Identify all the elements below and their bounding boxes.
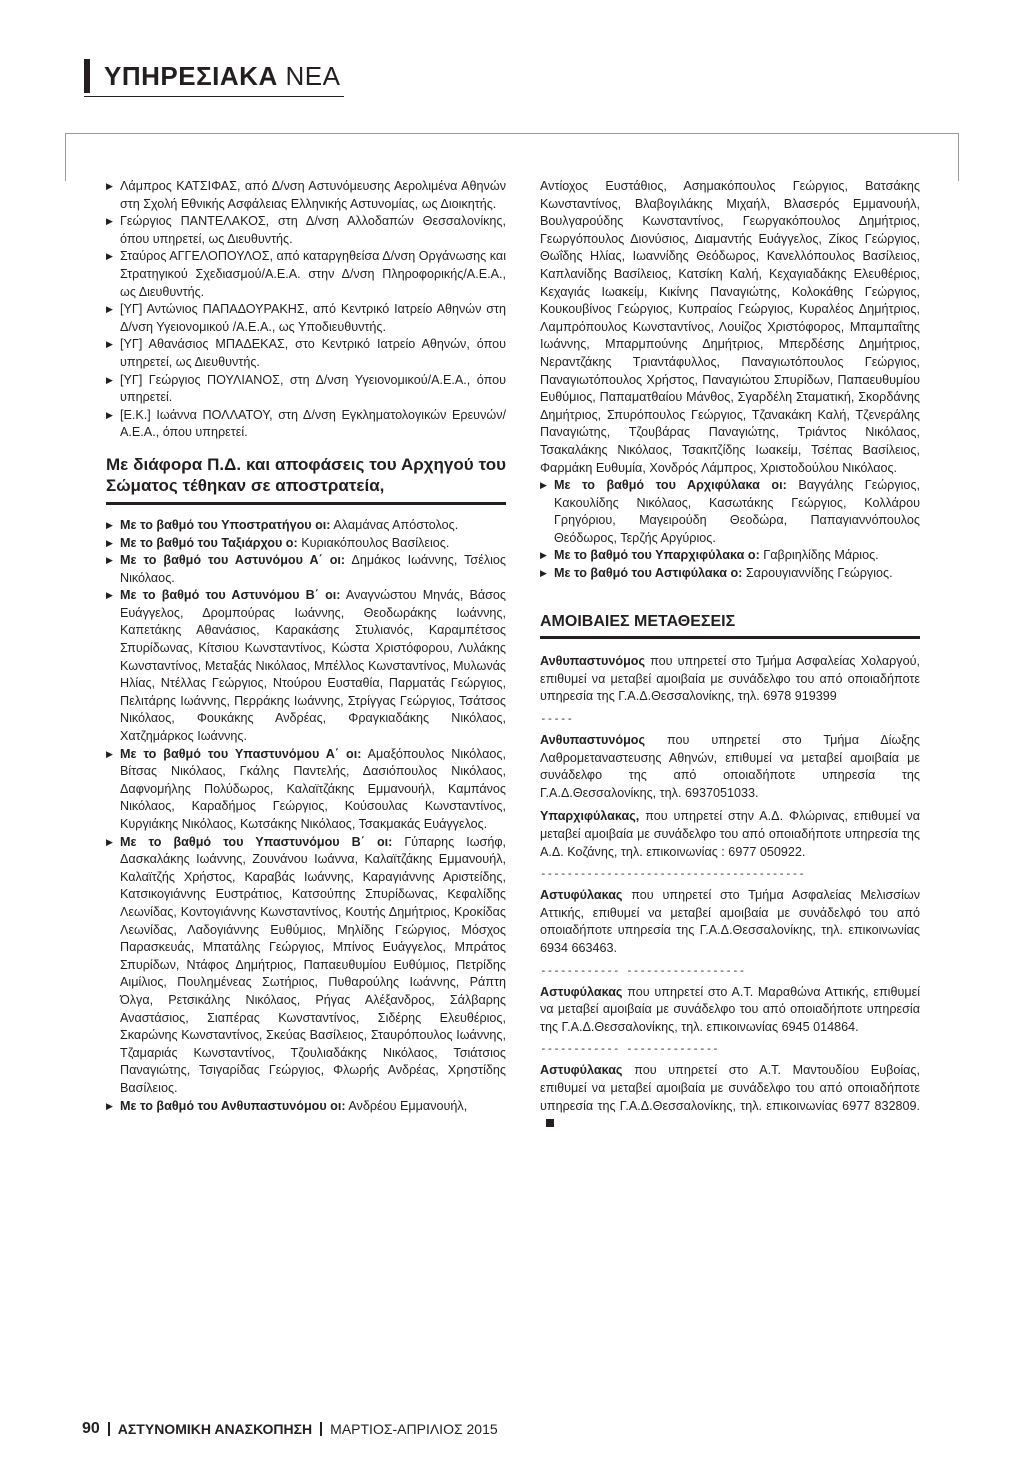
list-item: ▶ [Ε.Κ.] Ιωάννα ΠΟΛΛΑΤΟΥ, στη Δ/νση Εγκληματολογικών Ερευνών/Α.Ε.Α., όπου υπηρετεί. [106, 407, 506, 442]
issue-date: ΜΑΡΤΙΟΣ-ΑΠΡΙΛΙΟΣ 2015 [330, 1421, 498, 1437]
page-footer [82, 1420, 498, 1438]
rank-item: ▶ Με το βαθμό του Υπαστυνόμου Β΄ οι: Γύπαρης Ιωσήφ, Δασκαλάκης Ιωάννης, Ζουνάνου Ιωάννα, Καλαϊτζάκης Εμμανουήλ, Καλαϊτζής Χρήστος, Καραβάς Ιωάννης, Καραγιάννης Αριστείδης, Κατσικογιάννης Ευστράτιος, Κατσούπης Σπυρίδωνας, Κεφαλίδης Λεωνίδας, Κοντογιάννης Κωνσταντίνος, Κουτής Δημήτριος, Κροκίδας Λεωνίδας, Λαδογιάννης Ευθύμιος, Μηλίδης Γεώργιος, Μόσχος Παρασκευάς, Μπατάλης Γεώργιος, Μπίνος Ευάγγελος, Μπράτος Σπυρίδων, Ντάφος Δημήτριος, Παπαευθυμίου Ευθύμιος, Πετρίδης Αιμίλιος, Πουλημένεας Σωτήριος, Πυθαρούλης Ιωάννης, Ράπτη Όλγα, Ρετσικάλης Νικόλαος, Ρήγας Αλέξανδρος, Σάλβαρης Αναστάσιος, Σιαπέρας Κωνσταντίνος, Σιδέρης Ελευθέριος, Σκαρώνης Κωνσταντίνος, Σκεύας Βασίλειος, Σταυρόπουλος Ιωάννης, Τζαμαριάς Κωνσταντίνος, Τζουλιαδάκης Νικόλαος, Τσιάτσιος Παναγιώτης, Τσιγαρίδας Γεώργιος, Φλωρής Ανδρέας, Χρηστίδης Βασίλειος. [106, 834, 506, 1098]
rank-item: ▶ Με το βαθμό του Αστυνόμου Α΄ οι: Δημάκος Ιωάννης, Τσέλιος Νικόλαος. [106, 552, 506, 587]
section-header [84, 56, 340, 96]
list-item: ▶ [ΥΓ] Γεώργιος ΠΟΥΛΙΑΝΟΣ, στη Δ/νση Υγειονομικού/Α.Ε.Α., όπου υπηρετεί. [106, 372, 506, 407]
transfer-ad: Αστυφύλακας που υπηρετεί στο Α.Τ. Μαραθώνα Αττικής, επιθυμεί να μεταβεί αμοιβαία με συνάδελφο του από οποιαδήποτε υπηρεσία της Γ.Α.Δ.Θεσσαλονίκης, τηλ. επικοινωνίας 6945 014864. [540, 984, 921, 1034]
transfer-ad: Ανθυπαστυνόμος που υπηρετεί στο Τμήμα Δίωξης Λαθρομεταναστευσης Αθηνών, επιθυμεί να μεταβεί αμοιβαία με συνάδελφο της από οποιαδήποτε υπηρεσία της Γ.Α.Δ.Θεσσαλονίκης, τηλ. 6937051033. [540, 733, 921, 800]
ad-separator: ------------ ------------------ [540, 963, 746, 977]
ad-separator: ----- [540, 712, 574, 726]
rank-item: ▶ Με το βαθμό του Υπαστυνόμου Α΄ οι: Αμαξόπουλος Νικόλαος, Βίτσας Νικόλαος, Γκάλης Παντελής, Δασιόπουλος Νικόλαος, Δαφνομήλης Πολύδωρος, Καλαϊτζάκης Εμμανουήλ, Καμπάνος Νικόλαος, Καραδήμος Γεώργιος, Κούσουλας Κωνσταντίνος, Κυργιάκης Νικόλαος, Κωτσάκης Νικόλαος, Τσακμακάς Ευάγγελος. [106, 746, 506, 834]
ad-separator: ---------------------------------------- [540, 867, 805, 881]
transfers-rule [540, 636, 920, 639]
rank-item: ▶ Με το βαθμό του Αρχιφύλακα οι: Βαγγάλης Γεώργιος, Κακουλίδης Νικόλαος, Κασωτάκης Γεώργιος, Κολλάρου Γρηγόριου, Μαγειρούδη Θεοδώρα, Παπαγιαννόπουλος Θεόδωρος, Τερζής Αργύριος. [540, 477, 920, 547]
transfer-ad: Αστυφύλακας που υπηρετεί στο Τμήμα Ασφαλείας Μελισσίων Αττικής, επιθυμεί να μεταβεί αμοιβαία με συνάδελφό του από οποιαδήποτε υπηρεσία της Γ.Α.Δ.Θεσσαλονίκης, τηλ. επικοινωνίας 6934 663463. [540, 888, 920, 955]
rank-item: ▶ Με το βαθμό του Αστιφύλακα ο: Σαρουγιαννίδης Γεώργιος. [540, 565, 920, 583]
footer-divider [320, 1422, 322, 1436]
transfer-ad: Αστυφύλακας που υπηρετεί στο Α.Τ. Μαντουδίου Ευβοίας, επιθυμεί να μεταβεί αμοιβαία με συνάδελφο του από οποιαδήποτε υπηρεσία της Γ.Α.Δ.Θεσσαλονίκης, τηλ. επικοινωνίας 6977 832809. [540, 1062, 920, 1132]
frame-right-rule [958, 133, 959, 181]
transfer-ad: Υπαρχιφύλακας, που υπηρετεί στην Α.Δ. Φλώρινας, επιθυμεί να μεταβεί αμοιβαία με συνάδελφο του από οποιαδήποτε υπηρεσία της Α.Δ. Κοζάνης, τηλ. επικοινωνίας : 6977 050922. [540, 809, 921, 859]
transfers-title: ΑΜΟΙΒΑΙΕΣ ΜΕΤΑΘΕΣΕΙΣ [540, 612, 736, 630]
footer-divider [108, 1422, 110, 1436]
rank-item: ▶ Με το βαθμό του Υπαρχιφύλακα ο: Γαβριηλίδης Μάριος. [540, 547, 920, 565]
section-title: ΥΠΗΡΕΣΙΑΚΑ ΝΕΑ [104, 60, 341, 91]
rank-item: ▶ Με το βαθμό του Αστυνόμου Β΄ οι: Αναγνώστου Μηνάς, Βάσος Ευάγγελος, Δρομπούρας Ιωάννης, Θεοδωράκης Ιωάννης, Καπετάκης Αθανάσιος, Καρακάσης Στυλιανός, Καραμπέτσος Σπυρίδωνας, Κίτσιου Κωνσταντίνος, Κώστα Χριστόφορου, Λυλάκης Κωνσταντίνος, Μεταξάς Νικόλαος, Μπέλλος Κωνσταντίνος, Μυλωνάς Ηλίας, Ντέλλας Γεώργιος, Ντούρου Ευσταθία, Παρματάς Γεώργιος, Πελιτάρης Ιωάννης, Περράκης Ιωάννης, Στρίγγας Γεώργιος, Τσάτσος Νικόλαος, Φουκάκης Ανδρέας, Φραγκιαδάκης Νικόλαος, Χατζημάρκος Ιωάννης. [106, 587, 506, 745]
left-column [106, 178, 506, 1115]
transfer-ad: Ανθυπαστυνόμος που υπηρετεί στο Τμήμα Ασφαλείας Χολαργού, επιθυμεί να μεταβεί αμοιβαία με συνάδελφο του από οποιαδήποτε υπηρεσία της Γ.Α.Δ.Θεσσαλονίκης, τηλ. 6978 919399 [540, 654, 920, 704]
end-mark-icon [546, 1119, 554, 1127]
frame-left-rule [65, 133, 66, 181]
list-item: ▶ [ΥΓ] Αθανάσιος ΜΠΑΔΕΚΑΣ, στο Κεντρικό Ιατρείο Αθηνών, όπου υπηρετεί, ως Διευθυντής. [106, 336, 506, 371]
retirement-heading: Με διάφορα Π.Δ. και αποφάσεις του Αρχηγού του Σώματος τέθηκαν σε αποστρατεία, [106, 454, 506, 495]
list-item: ▶ Γεώργιος ΠΑΝΤΕΛΑΚΟΣ, στη Δ/νση Αλλοδαπών Θεσσαλονίκης, όπου υπηρετεί, ως Διευθυντής. [106, 213, 506, 248]
magazine-name: ΑΣΤΥΝΟΜΙΚΗ ΑΝΑΣΚΟΠΗΣΗ [117, 1421, 313, 1437]
heading-rule [106, 502, 506, 505]
header-bar [84, 59, 90, 93]
rank-item: ▶ Με το βαθμό του Ταξιάρχου ο: Κυριακόπουλος Βασίλειος. [106, 535, 506, 553]
rank-item: ▶ Με το βαθμό του Υποστρατήγου οι: Αλαμάνας Απόστολος. [106, 517, 506, 535]
list-item: ▶ Σταύρος ΑΓΓΕΛΟΠΟΥΛΟΣ, από καταργηθείσα Δ/νση Οργάνωσης και Στρατηγικού Σχεδιασμού/Α.Ε.Α. στην Δ/νση Πληροφορικής/Α.Ε.Α., ως Διευθυντής. [106, 248, 506, 301]
rank-item: ▶ Με το βαθμό του Ανθυπαστυνόμου οι: Ανδρέου Εμμανουήλ, [106, 1098, 506, 1116]
list-item: ▶ [ΥΓ] Αντώνιος ΠΑΠΑΔΟΥΡΑΚΗΣ, από Κεντρικό Ιατρείο Αθηνών στη Δ/νση Υγειονομικού /Α.Ε.Α., ως Υποδιευθυντής. [106, 301, 506, 336]
header-underline [84, 96, 344, 97]
list-item: ▶ Λάμπρος ΚΑΤΣΙΦΑΣ, από Δ/νση Αστυνόμευσης Αερολιμένα Αθηνών στη Σχολή Εθνικής Ασφάλειας Ελληνικής Αστυνομίας, ως Διοικητής. [106, 178, 506, 213]
continuation-text: Αντίοχος Ευστάθιος, Ασημακόπουλος Γεώργιος, Βατσάκης Κωνσταντίνος, Βλαβογιλάκης Μιχαήλ, Βλασερός Εμμανουήλ, Βουλγαρούδης Κωνσταντίνος, Γεωργακόπουλος Δημήτριος, Γεωργόπουλος Διονύσιος, Διαμαντής Ευάγγελος, Ζίκος Γεώργιος, Θωΐδης Ηλίας, Ιωαννίδης Θεόδωρος, Κανελλόπουλος Βασίλειος, Καπλανίδης Βασίλειος, Κατσίκη Καλή, Κεχαγιαδάκης Ελευθέριος, Κεχαγιάς Ιωακείμ, Κικίνης Παναγιώτης, Κολοκάθης Γεώργιος, Κουκουβίνος Γεώργιος, Κυπραίος Γεώργιος, Κυραλέος Δημήτριος, Λαμπρόπουλος Κωνσταντίνος, Λουίζος Χριστόφορος, Μπαμπαΐτης Ιωάννης, Μπαρμπούνης Δημήτριος, Μπερδέσης Δημήτριος, Νεραντζάκης Τριαντάφυλλος, Παναγιωτόπουλος Γεώργιος, Παναγιωτόπουλος Χρήστος, Παναγιώτου Σπυρίδων, Παπαευθυμίου Ευθύμιος, Παπαματθαίου Μάνθος, Σγαρδέλη Σταματική, Σκορδάνης Δημήτριος, Σπυρόπουλος Γεώργιος, Τζανακάκη Καλή, Τζενεράλης Παναγιώτης, Τζουβάρας Παναγιώτης, Τριάντος Νικόλαος, Τσακαλάκης Νικόλαος, Τσακιτζίδης Ιωακείμ, Τσέπας Βασίλειος, Φαρμάκη Ευθυμία, Χονδρός Λάμπρος, Χριστοδούλου Νικόλαος. [540, 179, 920, 475]
right-column [540, 178, 920, 1139]
page-number: 90 [82, 1420, 100, 1437]
ad-separator: ------------ -------------- [540, 1042, 719, 1056]
frame-top-rule [65, 133, 959, 134]
